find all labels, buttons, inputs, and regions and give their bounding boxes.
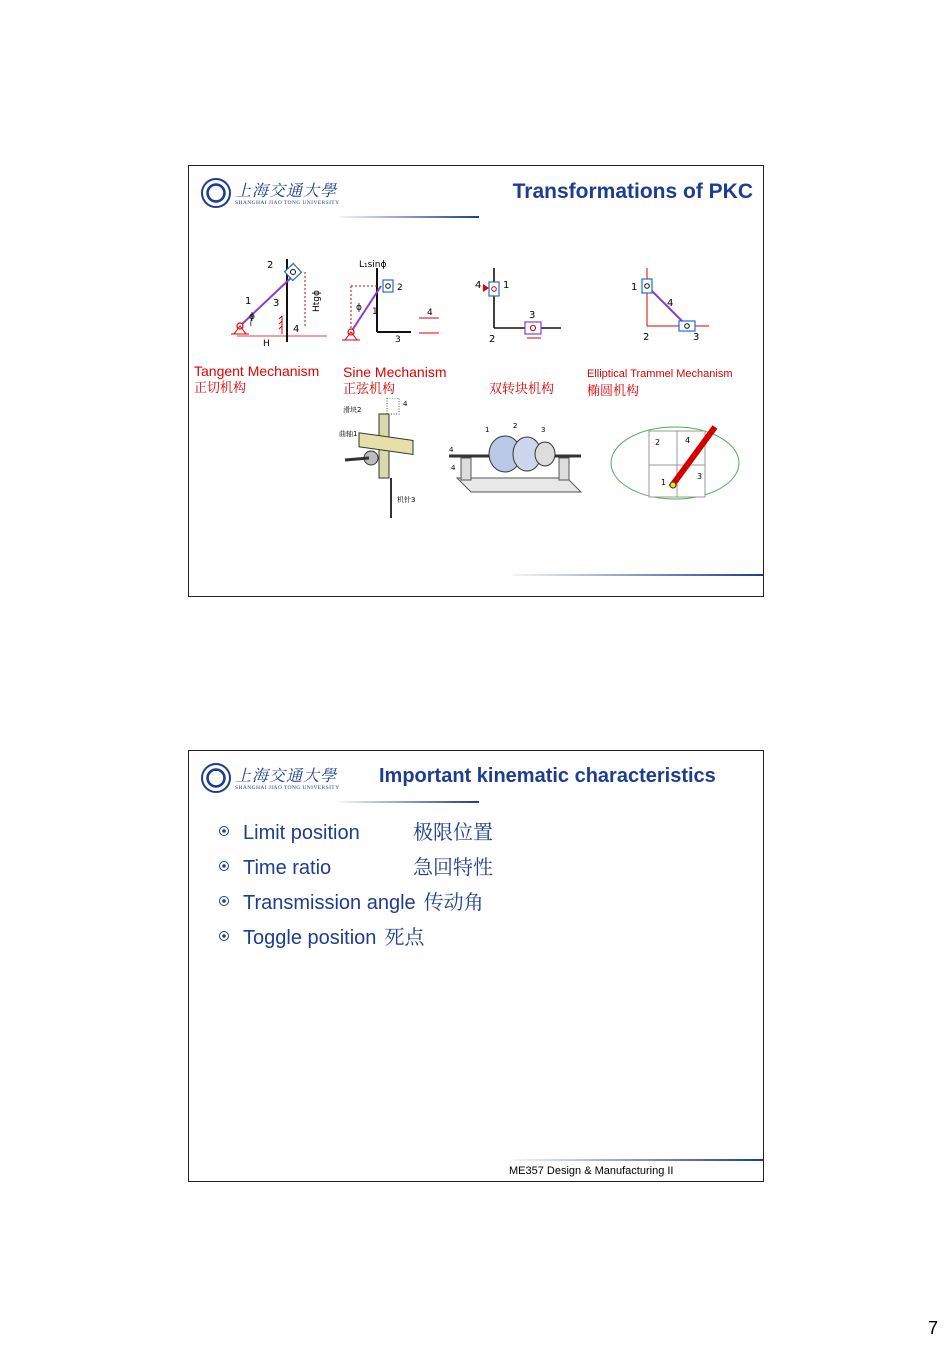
characteristics-list [217,819,493,959]
item-cn: 急回特性 [413,855,493,879]
coupling-label-3: 3 [541,426,546,434]
sewing-needle-mechanism-illustration [339,398,429,522]
elliptical-trammel-label: Elliptical Trammel Mechanism 椭圆机构 [587,368,733,399]
needle-label-needle: 机针3 [397,496,416,504]
sine-label-3: 3 [395,335,401,345]
tangent-label-4: 4 [293,324,300,335]
list-item [217,924,493,959]
item-en: Time ratio [243,857,332,879]
sine-label-l1sin: L₁sinϕ [359,260,387,270]
tangent-label-3: 3 [273,298,280,309]
item-en: Toggle position [243,927,377,949]
tangent-label-phi: ϕ [249,312,255,322]
item-cn: 极限位置 [413,820,493,844]
sine-mechanism-diagram [339,258,444,348]
double-rotating-block-diagram [469,264,569,346]
sine-mechanism-label: Sine Mechanism 正弦机构 [343,364,447,397]
bullet-icon [219,931,229,941]
double-label-3: 3 [529,310,536,321]
double-rotating-block-label: 双转块机构 [489,382,555,397]
page-number: 7 [927,1318,938,1338]
tangent-label-h: H [263,339,270,346]
trammel-label-1: 1 [631,282,638,293]
university-logo [201,763,351,797]
slide-kinematic-characteristics [188,750,764,1182]
bullet-icon [219,826,229,836]
ellipse-label-2: 2 [655,438,661,447]
bullet-icon [219,896,229,906]
title-divider [339,801,479,803]
double-label-4: 4 [475,280,482,291]
needle-label-slider: 滑块2 [343,406,362,414]
university-name-en: SHANGHAI JIAO TONG UNIVERSITY [235,785,340,791]
double-label-1: 1 [503,280,510,291]
double-label-2: 2 [489,334,496,345]
bullet-icon [219,861,229,871]
list-item [217,854,493,889]
sine-label-phi: ϕ [356,303,362,313]
ellipse-label-4: 4 [685,436,691,445]
elliptical-trammel-diagram [629,264,729,346]
university-seal-icon [201,763,231,793]
ellipse-label-3: 3 [697,472,703,481]
course-footer: ME357 Design & Manufacturing II [509,1165,674,1177]
university-seal-icon [201,178,231,208]
ellipse-label-1: 1 [661,478,667,487]
trammel-label-3: 3 [693,332,700,343]
tangent-mechanism-diagram [227,254,327,346]
coupling-label-2: 2 [513,422,518,430]
tangent-mechanism-label: Tangent Mechanism 正切机构 [194,363,320,396]
slide-transformations [188,165,764,597]
coupling-label-4b: 4 [451,464,456,472]
ellipse-trammel-illustration [609,421,741,505]
university-name-en: SHANGHAI JIAO TONG UNIVERSITY [235,200,340,206]
tangent-label-htg: Htgϕ [312,290,322,312]
needle-label-4: 4 [403,400,408,408]
tangent-label-1: 1 [245,296,252,307]
bottom-divider [513,574,763,576]
oldham-coupling-illustration [447,422,587,498]
tangent-label-2: 2 [267,260,274,271]
bottom-divider [513,1159,763,1161]
item-en: Transmission angle [243,892,416,914]
item-cn: 传动角 [423,890,484,914]
sine-label-4: 4 [427,308,433,318]
trammel-label-2: 2 [643,332,650,343]
list-item [217,889,493,924]
sine-label-1: 1 [372,307,378,317]
university-name-cn: 上海交通大學 [235,766,338,785]
title-divider [339,216,479,218]
slide-title: Transformations of PKC [512,180,753,203]
needle-label-crank: 曲轴1 [339,430,358,438]
item-cn: 死点 [384,925,425,949]
university-logo [201,178,351,212]
sine-label-2: 2 [397,283,403,293]
list-item [217,819,493,854]
trammel-label-4: 4 [667,298,674,309]
university-name-cn: 上海交通大學 [235,181,338,200]
coupling-label-4a: 4 [449,446,454,454]
item-en: Limit position [243,822,360,844]
coupling-label-1: 1 [485,426,490,434]
slide-title: Important kinematic characteristics [379,765,716,787]
